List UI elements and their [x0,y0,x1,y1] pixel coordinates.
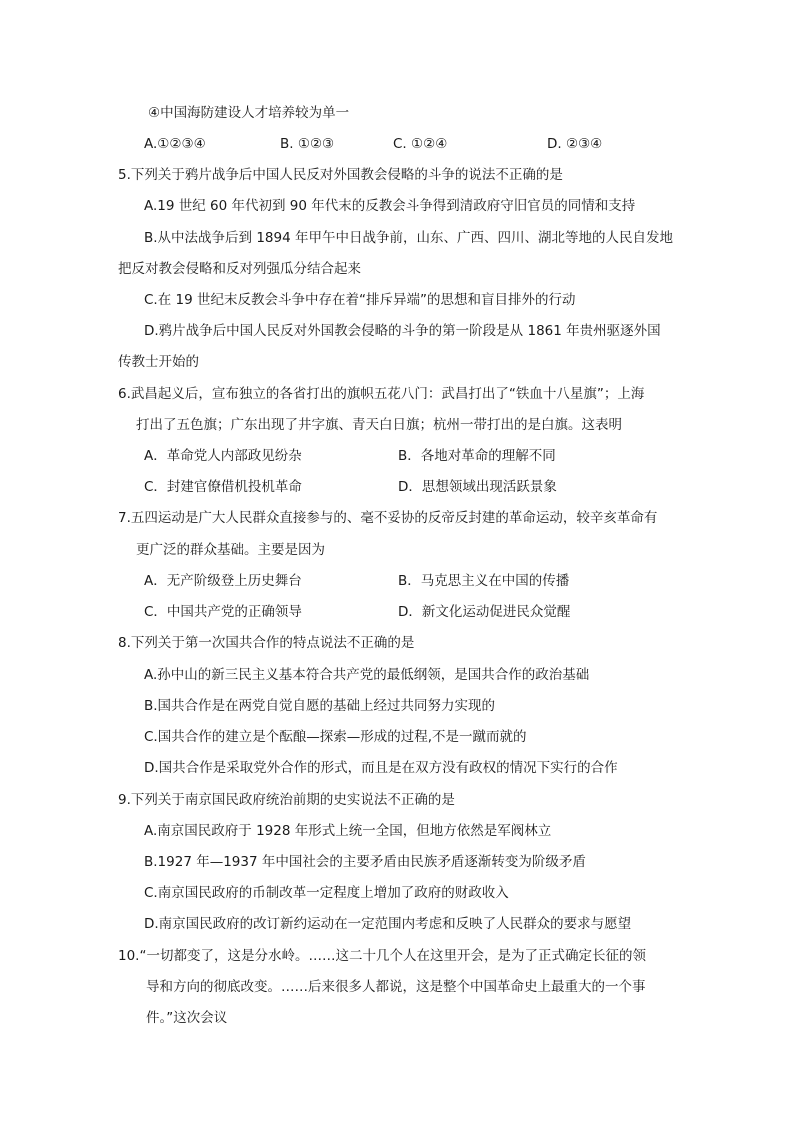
q7-option-c: C．中国共产党的正确领导 [144,604,302,620]
q8-option-b: B.国共合作是在两党自觉自愿的基础上经过共同努力实现的 [144,698,496,714]
q10-stem: 10.“一切都变了，这是分水岭。……这二十几个人在这里开会，是为了正式确定长征的领 [118,948,646,964]
q8-option-a: A.孙中山的新三民主义基本符合共产党的最低纲领，是国共合作的政治基础 [144,667,590,683]
q7-stem-cont: 更广泛的群众基础。主要是因为 [136,542,325,558]
q9-option-d: D.南京国民政府的改订新约运动在一定范围内考虑和反映了人民群众的要求与愿望 [144,916,632,932]
q7-option-b: B．马克思主义在中国的传播 [398,573,570,589]
q7-stem: 7.五四运动是广大人民群众直接参与的、毫不妥协的反帝反封建的革命运动，较辛亥革命有 [118,510,658,526]
q6-option-d: D．思想领域出现活跃景象 [398,479,557,495]
q5-option-d-cont: 传教士开始的 [118,354,199,370]
q8-stem: 8.下列关于第一次国共合作的特点说法不正确的是 [118,635,415,651]
q9-option-c: C.南京国民政府的币制改革一定程度上增加了政府的财政收入 [144,885,509,901]
q10-stem-cont: 导和方向的彻底改变。……后来很多人都说，这是整个中国革命史上最重大的一个事 [146,979,646,995]
q9-option-b: B.1927 年—1937 年中国社会的主要矛盾由民族矛盾逐渐转变为阶级矛盾 [144,854,586,870]
q6-option-c: C．封建官僚借机投机革命 [144,479,302,495]
q9-stem: 9.下列关于南京国民政府统治前期的史实说法不正确的是 [118,792,455,808]
q8-option-c: C.国共合作的建立是个酝酿—探索—形成的过程,不是一蹴而就的 [144,729,527,745]
q6-option-a: A．革命党人内部政见纷杂 [144,448,302,464]
q10-stem-end: 件。”这次会议 [146,1010,228,1026]
q6-option-b: B．各地对革命的理解不同 [398,448,556,464]
q5-option-d: D.鸦片战争后中国人民反对外国教会侵略的斗争的第一阶段是从 1861 年贵州驱逐外国 [144,323,661,339]
q4-option-b: B. ①②③ [280,136,335,152]
q6-stem: 6.武昌起义后，宣布独立的各省打出的旗帜五花八门：武昌打出了“铁血十八星旗”；上海 [118,386,645,402]
q9-option-a: A.南京国民政府于 1928 年形式上统一全国，但地方依然是军阀林立 [144,823,552,839]
q5-option-b-cont: 把反对教会侵略和反对列强瓜分结合起来 [118,261,361,277]
q6-stem-cont: 打出了五色旗；广东出现了井字旗、青天白日旗；杭州一带打出的是白旗。这表明 [136,417,622,433]
q5-option-c: C.在 19 世纪末反教会斗争中存在着“排斥异端”的思想和盲目排外的行动 [144,292,576,308]
q4-option-a: A.①②③④ [144,136,206,152]
q4-option-d: D. ②③④ [547,136,603,152]
q5-option-a: A.19 世纪 60 年代初到 90 年代末的反教会斗争得到清政府守旧官员的同情和支持 [144,198,636,214]
q4-option-c: C. ①②④ [393,136,448,152]
q5-stem: 5.下列关于鸦片战争后中国人民反对外国教会侵略的斗争的说法不正确的是 [118,167,563,183]
q7-option-d: D．新文化运动促进民众觉醒 [398,604,571,620]
q5-option-b: B.从中法战争后到 1894 年甲午中日战争前，山东、广西、四川、湖北等地的人民自发地 [144,230,673,246]
q8-option-d: D.国共合作是采取党外合作的形式，而且是在双方没有政权的情况下实行的合作 [144,760,618,776]
q7-option-a: A．无产阶级登上历史舞台 [144,573,302,589]
q4-item-4: ④中国海防建设人才培养较为单一 [148,105,350,121]
